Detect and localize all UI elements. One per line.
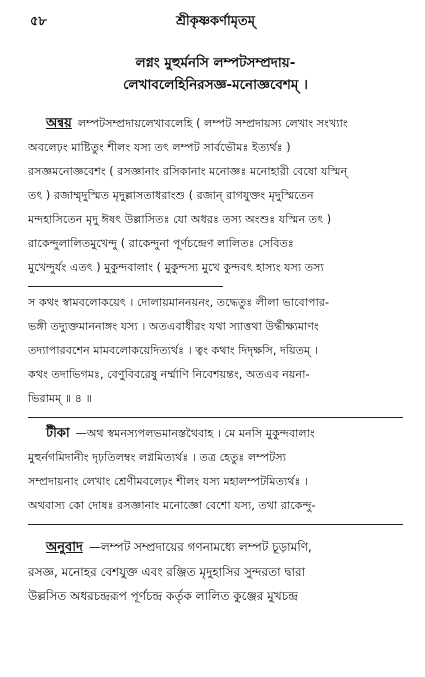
- page-header: [28, 10, 403, 34]
- anvaya-line: রসজ্ঞমনোজ্ঞবেশং ( রসজ্ঞানাং রসিকানাং মনোজ্ঞঃ মনোহারী বেষো যস্মিন্: [28, 165, 348, 178]
- translation-label: অনুবাদ: [46, 540, 83, 555]
- tika-line: মুহুর্নগমিদানীং দৃঢ়তিলম্বং লগ্নমিত্যর্থঃ । তত্র হেতুঃ লম্পটস্য: [28, 451, 286, 464]
- section-divider: [28, 417, 403, 418]
- tika-line: অথবাস্য কো দোষঃ রসজ্ঞানাং মনোজ্ঞো বেশো যস্য, তথা রাকেন্দু-: [28, 499, 316, 512]
- page-number: ৫৮: [30, 14, 47, 29]
- continuation-line: স কথং স্বামবলোকয়েৎ । দোলায়মাননয়নং, তদ্ধেতুঃ লীলা ভাবোপার-: [28, 296, 330, 309]
- anvaya-line: মন্দহাসিতেন মৃদু ঈষৎ উল্লাসিতঃ যো অধরঃ তস্য অংশুঃ যস্মিন তৎ ): [28, 213, 332, 226]
- anvaya-line: মুখেন্দুর্যং এতৎ ) মুকুন্দবালাং ( মুকুন্দস্য মুখে কুন্দবৎ হাস্যং যস্য তস্য: [28, 261, 324, 274]
- continuation-line: ভঙ্গী তদ্যুক্তমাননাঙ্গং যস্য । অতএবাধীরং যথা স্যাত্তথা উর্দ্ধীক্ষ্যমাণং: [28, 320, 319, 333]
- tika-section: [28, 422, 403, 518]
- tika-label: টীকা: [46, 426, 70, 441]
- anvaya-line: তৎ ) রজাম্মৃদুস্মিত মৃদুল্লাসতাধরাংশু ( রজান্ রাগযুক্তং মৃদুস্মিতেন: [28, 189, 314, 202]
- verse-line: লেখাবলেহিনিরসজ্ঞ-মনোজ্ঞবেশম্ ।: [123, 77, 308, 93]
- anvaya-line: রাকেন্দুলালিতমুখেন্দু ( রাকেন্দুনা পূর্ণচন্দ্রেণ লালিতঃ সেবিতঃ: [28, 237, 294, 250]
- section-divider: [28, 286, 223, 287]
- translation-line: রসজ্ঞ, মনোহর বেশযুক্ত এবং রঞ্জিত মৃদুহাসির সুন্দরতা দ্বারা: [28, 565, 306, 579]
- translation-line: উল্লসিত অধরচন্দ্ররূপ পূর্ণচন্দ্র কর্তৃক লালিত কুঞ্জের মুখচন্দ্র: [28, 589, 298, 603]
- anvaya-line: অবলেঢ়ং মাষ্টিতুং শীলং যস্য তৎ লম্পট সার্বভৌমঃ ইত্যর্থঃ ): [28, 141, 291, 154]
- anvaya-line: লম্পটসম্প্রদায়লেখাবলেহি ( লম্পট সম্প্রদায়স্য লেখাং সংখ্যাং: [77, 117, 348, 130]
- anvaya-label: অন্বয়: [46, 116, 72, 131]
- running-title: শ্রীকৃষ্ণকর্ণামৃতম্: [176, 14, 255, 29]
- continuation-line: ভিরামম্ ॥ ৪ ॥: [28, 392, 92, 405]
- continuation-line: তদ্যাপারবশেন মামবলোকয়েদিত্যর্থঃ । ত্বং কথাং দিদৃক্ষসি, দয়িতম্ ।: [28, 344, 318, 357]
- translation-section: [28, 535, 403, 608]
- translation-line: —লম্পট সম্প্রদায়ের গণনামধ্যে লম্পট চূড়ামণি,: [88, 540, 312, 554]
- section-divider: [28, 524, 403, 525]
- tika-line: —অথ স্বমনস্যপলভমানস্তথৈবাহ । মে মনসি মুকুন্দবালাং: [75, 427, 315, 440]
- verse-heading: [28, 52, 403, 96]
- verse-line: লগ্নং মুহুর্মনসি লম্পটসম্প্রদায়-: [135, 55, 296, 71]
- tika-line: সম্প্রদায়নাং লেখাং শ্রেণীমবলেঢ়ং শীলং যস্য মহালম্পটমিত্যর্থঃ ।: [28, 475, 308, 488]
- continuation-section: [28, 291, 403, 411]
- anvaya-section: [28, 112, 403, 280]
- continuation-line: কথং তদাভিগমঃ, বেণুবিবরেষু নর্ম্মাণি নিবেশয়ন্তং, অতএব নয়না-: [28, 368, 310, 381]
